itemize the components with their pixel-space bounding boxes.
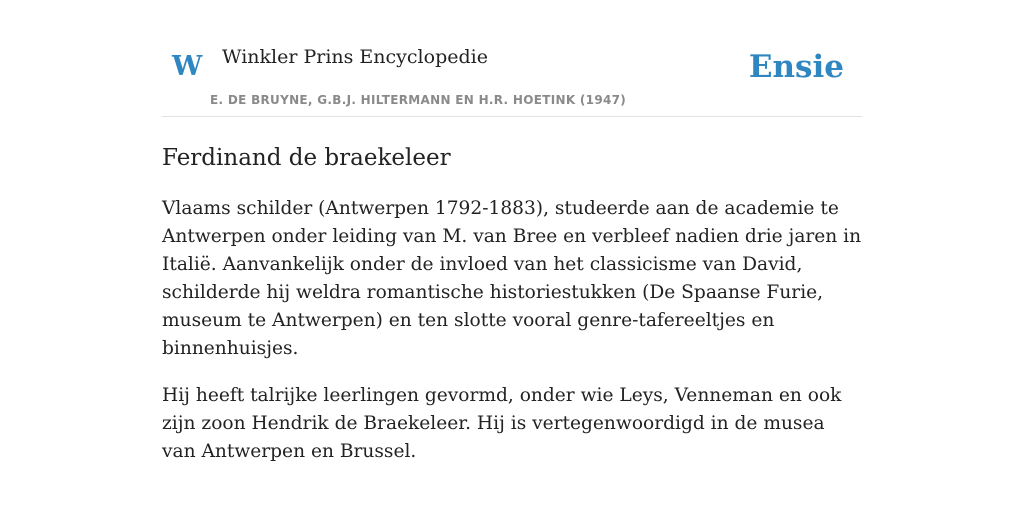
authors-line: E. DE BRUYNE, G.B.J. HILTERMANN EN H.R. HOETINK (1947) (210, 93, 627, 107)
winkler-prins-logo[interactable]: W (172, 51, 203, 82)
article-paragraph: Vlaams schilder (Antwerpen 1792-1883), studeerde aan de academie te Antwerpen onder leiding van M. van Bree en verbleef nadien drie jaren in Italië. Aanvankelijk onder de invloed van het classicisme van David, schilderde hij weldra romantische historiestukken (De Spaanse Furie, museum te Antwerpen) en ten slotte vooral genre-tafereeltjes en binnenhuisjes. (162, 197, 862, 359)
article-paragraph: Hij heeft talrijke leerlingen gevormd, onder wie Leys, Venneman en ook zijn zoon Hendrik de Braekeleer. Hij is vertegenwoordigd in de musea van Antwerpen en Brussel. (162, 384, 842, 462)
ensie-logo[interactable]: Ensie (748, 49, 844, 85)
site-title[interactable]: Winkler Prins Encyclopedie (222, 46, 488, 68)
page-container (162, 0, 862, 466)
encyclopedia-header (162, 0, 862, 117)
article-title: Ferdinand de braekeleer (162, 145, 451, 171)
